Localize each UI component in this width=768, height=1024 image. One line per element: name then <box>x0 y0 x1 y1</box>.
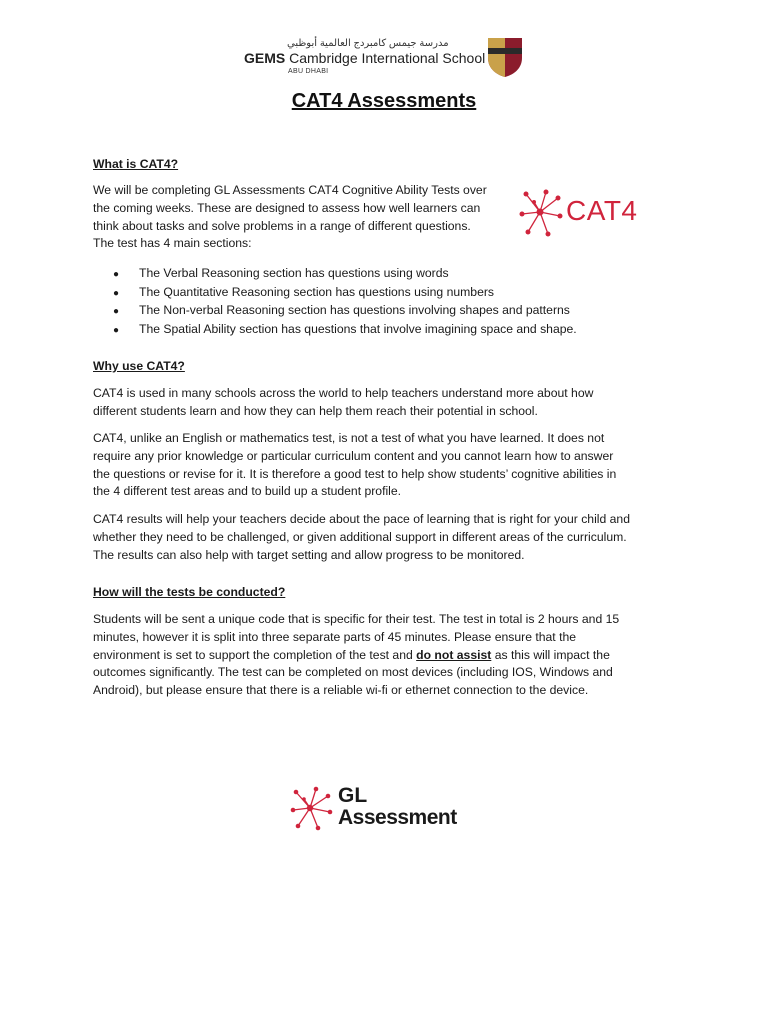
bullet-icon: ● <box>113 269 120 280</box>
paragraph-line <box>93 647 619 665</box>
why-paragraph-1 <box>93 385 593 421</box>
page-title: CAT4 Assessments <box>291 90 477 112</box>
list-item <box>113 283 673 302</box>
school-crest-icon <box>486 36 524 78</box>
do-not-assist-emphasis: do not assist <box>416 647 492 662</box>
paragraph-line: require any prior knowledge or particular curriculum content and you cannot learn how to answer <box>93 448 614 463</box>
bullet-icon: ● <box>113 287 120 299</box>
paragraph-line: minutes, however it is split into three separate parts of 45 minutes. Please ensure that the <box>93 629 577 644</box>
gl-assessment-logo <box>290 784 490 832</box>
paragraph-line: The results can also help with target setting and allow progress to be monitored. <box>93 547 525 562</box>
paragraph-line: outcomes significantly. The test can be completed on most devices (including IOS, Windows and <box>93 665 613 680</box>
paragraph-line: CAT4, unlike an English or mathematics test, is not a test of what you have learned. It does not <box>93 431 605 445</box>
school-city: ABU DHABI <box>288 68 329 75</box>
list-item-text: The Verbal Reasoning section has questions using words <box>139 266 449 280</box>
line-text: environment is set to support the completion of the test and <box>93 647 417 662</box>
intro-line: The test has 4 main sections: <box>93 236 252 251</box>
list-item-text: The Quantitative Reasoning section has questions using numbers <box>139 284 495 299</box>
bullet-icon: ● <box>113 324 120 336</box>
paragraph-line: CAT4 results will help your teachers decide about the pace of learning that is right for your child and <box>93 512 630 526</box>
gems-wordmark: GEMS <box>244 50 286 66</box>
assessment-wordmark: Assessment <box>338 806 457 829</box>
cat4-wordmark: CAT4 <box>566 195 638 226</box>
cat4-logo <box>518 188 678 238</box>
intro-line: We will be completing GL Assessments CAT4 Cognitive Ability Tests over <box>93 183 487 197</box>
list-item-text: The Non-verbal Reasoning section has questions involving shapes and patterns <box>139 303 570 318</box>
school-logo <box>244 36 526 80</box>
gl-wordmark: GL <box>338 784 368 807</box>
why-paragraph-3 <box>93 511 630 564</box>
heading-what-is-cat4: What is CAT4? <box>93 157 179 171</box>
why-paragraph-2 <box>93 430 616 501</box>
heading-why-use-cat4: Why use CAT4? <box>93 359 185 373</box>
paragraph-line: the questions or revise for it. It is therefore a good test to help show students’ cognitive abilities in <box>93 466 617 481</box>
paragraph-line: CAT4 is used in many schools across the world to help teachers understand more about how <box>93 386 594 400</box>
intro-paragraph <box>93 182 487 253</box>
paragraph-line: whether they need to be challenged, or given additional support in different areas of the curriculum. <box>93 529 627 544</box>
school-name-text: Cambridge International School <box>289 50 486 66</box>
paragraph-line: Students will be sent a unique code that is specific for their test. The test in total is 2 hours and 15 <box>93 612 620 626</box>
school-name <box>244 50 485 66</box>
intro-line: think about tasks and solve problems in a range of different questions. <box>93 218 471 233</box>
paragraph-line: the 4 different test areas and to build up a student profile. <box>93 484 402 499</box>
paragraph-line: Android), but please ensure that there is a reliable wi-fi or ethernet connection to the device. <box>93 683 589 698</box>
list-item <box>113 320 673 339</box>
paragraph-line: different students learn and how they can help them reach their potential in school. <box>93 403 538 418</box>
school-arabic-name: مدرسة جيمس كامبردج العالمية أبوظبي <box>287 38 449 49</box>
heading-how-conducted: How will the tests be conducted? <box>93 585 286 599</box>
sections-list <box>113 264 673 338</box>
intro-line: the coming weeks. These are designed to assess how well learners can <box>93 200 481 215</box>
list-item <box>113 301 673 320</box>
how-paragraph <box>93 611 619 700</box>
line-text: as this will impact the <box>491 647 610 662</box>
cat4-network-icon <box>518 188 568 238</box>
bullet-icon: ● <box>113 306 120 318</box>
list-item-text: The Spatial Ability section has questions that involve imagining space and shape. <box>139 321 577 336</box>
gl-network-icon <box>290 786 336 832</box>
list-item <box>113 264 673 283</box>
